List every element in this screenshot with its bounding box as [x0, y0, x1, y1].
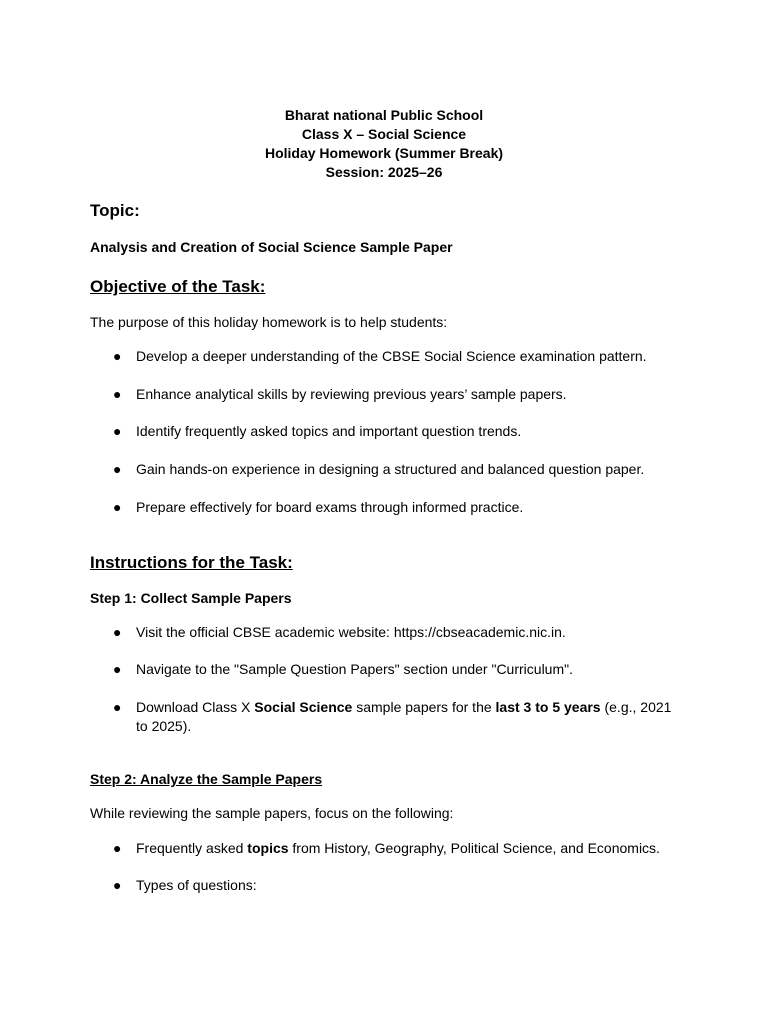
bullet-icon: ●: [113, 661, 122, 677]
list-item-text: Navigate to the "Sample Question Papers" section under "Curriculum".: [136, 661, 573, 677]
text-segment: (e.g., 2021 to 2025).: [136, 699, 672, 734]
topic-label: Topic:: [90, 201, 140, 220]
session-label: Session: 2025–26: [325, 164, 443, 180]
bullet-icon: ●: [113, 423, 122, 439]
text-segment: sample papers for the: [352, 699, 496, 715]
step1-title: Step 1: Collect Sample Papers: [90, 590, 292, 606]
objective-heading: Objective of the Task:: [90, 277, 266, 296]
list-item-text: Types of questions:: [136, 877, 257, 893]
document-header: [0, 106, 768, 182]
objective-intro: The purpose of this holiday homework is to help students:: [90, 314, 448, 330]
bullet-icon: ●: [113, 699, 122, 715]
step2-intro: While reviewing the sample papers, focus on the following:: [90, 805, 454, 821]
list-item-text: Gain hands-on experience in designing a structured and balanced question paper.: [136, 461, 645, 477]
bold-segment: last 3 to 5 years: [495, 699, 601, 715]
bullet-icon: ●: [113, 624, 122, 640]
bullet-icon: ●: [113, 348, 122, 364]
list-item-text: Prepare effectively for board exams through informed practice.: [136, 499, 524, 515]
bold-segment: Social Science: [254, 699, 353, 715]
school-name: Bharat national Public School: [284, 107, 484, 123]
bullet-icon: ●: [113, 499, 122, 515]
text-segment: Download Class X: [136, 699, 255, 715]
homework-title: Holiday Homework (Summer Break): [264, 145, 504, 161]
list-item-text: Enhance analytical skills by reviewing previous years’ sample papers.: [136, 386, 567, 402]
list-item-text: Visit the official CBSE academic website: https://cbseacademic.nic.in.: [136, 624, 566, 640]
list-item-text: [136, 839, 676, 858]
bullet-icon: ●: [113, 877, 122, 893]
list-item-text: [136, 698, 676, 736]
instructions-heading: Instructions for the Task:: [90, 553, 293, 572]
text-segment: Frequently asked: [136, 840, 248, 856]
bullet-icon: ●: [113, 840, 122, 856]
list-item-text: Develop a deeper understanding of the CBSE Social Science examination pattern.: [136, 348, 647, 364]
bullet-icon: ●: [113, 461, 122, 477]
list-item-text: Identify frequently asked topics and important question trends.: [136, 423, 522, 439]
topic-text: Analysis and Creation of Social Science Sample Paper: [90, 239, 453, 255]
bold-segment: topics: [247, 840, 289, 856]
class-subject: Class X – Social Science: [301, 126, 467, 142]
step2-title: Step 2: Analyze the Sample Papers: [90, 771, 323, 787]
text-segment: from History, Geography, Political Science, and Economics.: [288, 840, 660, 856]
bullet-icon: ●: [113, 386, 122, 402]
